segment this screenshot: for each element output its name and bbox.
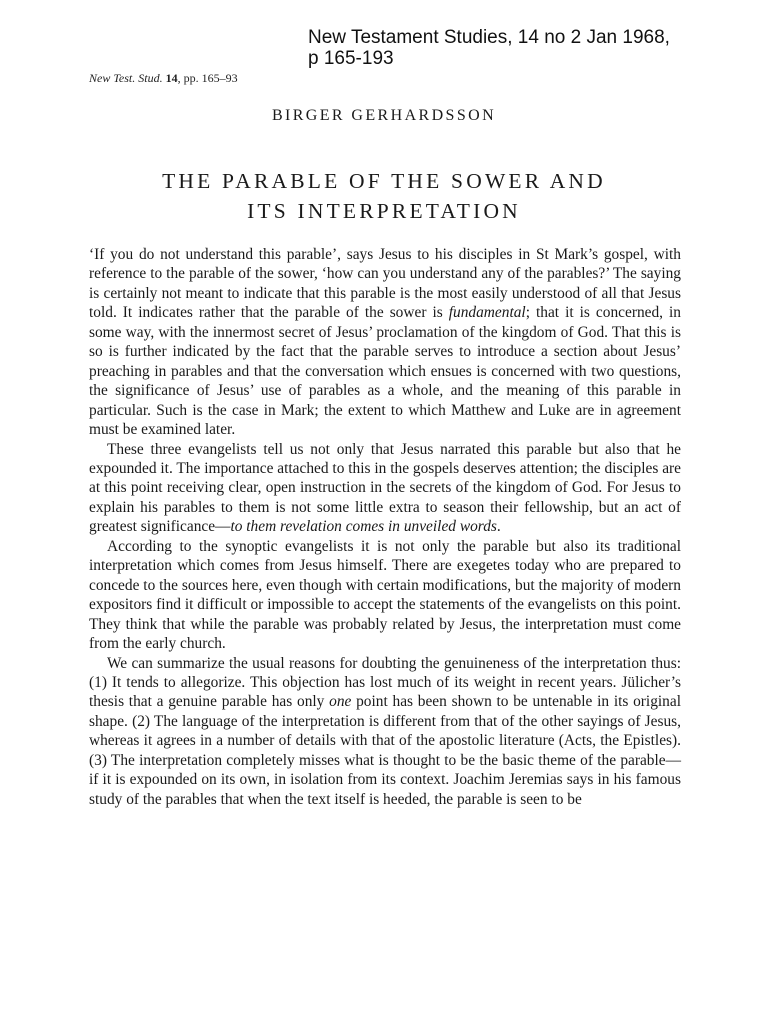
emphasis: one [329, 693, 352, 711]
emphasis: to them revelation comes in unveiled words [230, 518, 497, 536]
author-name: BIRGER GERHARDSSON [271, 107, 497, 124]
title-line-2: ITS INTERPRETATION [247, 199, 521, 223]
handwritten-source-annotation [308, 27, 748, 69]
paragraph-3: According to the synoptic evangelists it is not only the parable but also its traditional interpretation which comes from Jesus himself. There are exegetes today who are prepared to concede to the sources here, even though with certain modifications, but the majority of modern expositors find it difficult or impossible to accept the statements of the evangelists on this point. They think that while the parable was probably related by Jesus, the interpretation must come from the early church. [89, 537, 681, 653]
paragraph-4: We can summarize the usual reasons for doubting the genuineness of the interpretation thus: (1) It tends to allegorize. This objection has lost much of its weight in recent years. Jülicher’s thesis that a genuine parable has only one point has been shown to be untenable in its original shape. (2) The language of the interpretation is different from that of the other sayings of Jesus, whereas it agrees in a number of details with that of the apostolic literature (Acts, the Epistles). (3) The interpretation completely misses what is thought to be the basic theme of the parable—if it is expounded on its own, in isolation from its context. Joachim Jeremias says in his famous study of the parables that when the text itself is heeded, the parable is seen to be [89, 654, 681, 808]
citation-volume: 14 [165, 71, 178, 85]
article-body [89, 245, 681, 809]
citation-pages: , pp. 165–93 [177, 71, 238, 85]
emphasis: fundamental [448, 304, 526, 322]
annotation-line-1: New Testament Studies, 14 no 2 Jan 1968, [308, 27, 670, 48]
paragraph-2: These three evangelists tell us not only that Jesus narrated this parable but also that he expounded it. The importance attached to this in the gospels deserves attention; the disciples are at this point receiving clear, open instruction in the secrets of the kingdom of God. For Jesus to explain his parables to them is not some little extra to season their fellowship, but an act of greatest significance—to them revelation comes in unveiled words. [89, 440, 681, 536]
title-line-1: THE PARABLE OF THE SOWER AND [162, 169, 606, 193]
article-title [0, 166, 768, 226]
paragraph-1: ‘If you do not understand this parable’, says Jesus to his disciples in St Mark’s gospel, with reference to the parable of the sower, ‘how can you understand any of the parables?’ The saying is certainly not meant to indicate that this parable is the most easily understood of all that Jesus told. It indicates rather that the parable of the sower is fundamental; that it is concerned, in some way, with the innermost secret of Jesus’ proclamation of the kingdom of God. That this is so is further indicated by the fact that the parable serves to introduce a section about Jesus’ preaching in parables and that the conversation which ensues is concerned with two questions, the significance of Jesus’ use of parables as a whole, and the meaning of this parable in particular. Such is the case in Mark; the extent to which Matthew and Luke are in agreement must be examined later. [89, 246, 681, 439]
citation-journal: New Test. Stud. [89, 71, 163, 85]
journal-citation [89, 71, 238, 86]
annotation-line-2: p 165-193 [308, 48, 394, 69]
